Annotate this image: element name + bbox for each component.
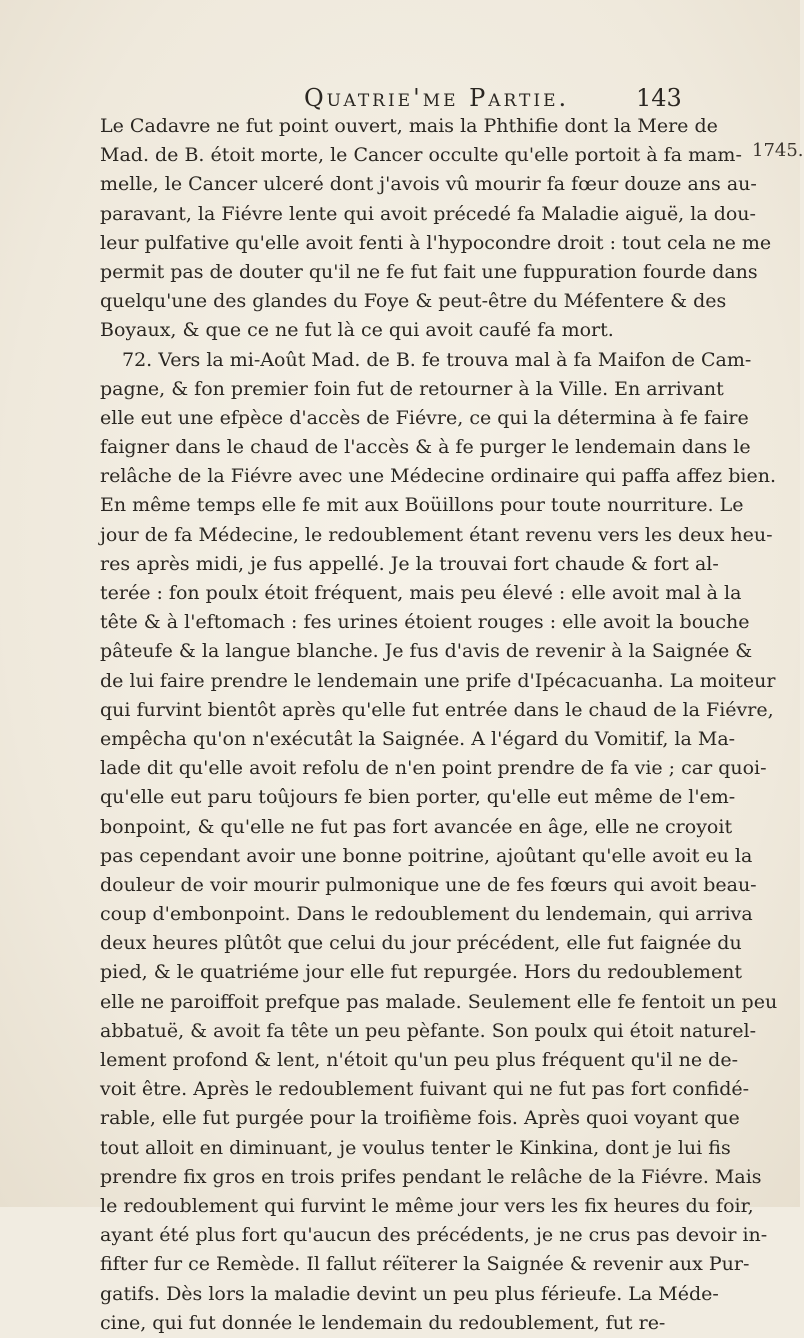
text-line: tout alloit en diminuant, je voulus tenter le Kinkina, dont je lui fis (100, 1136, 731, 1159)
text-line: pâteufe & la langue blanche. Je fus d'avis de revenir à la Saignée & (100, 640, 753, 663)
text-line: 72. Vers la mi-Août Mad. de B. fe trouva mal à fa Maifon de Cam- (122, 348, 752, 371)
text-line: rable, elle fut purgée pour la troifième fois. Après quoi voyant que (100, 1107, 740, 1130)
text-line: voit être. Après le redoublement fuivant qui ne fut pas fort confidé- (100, 1078, 750, 1101)
text-line: coup d'embonpoint. Dans le redoublement du lendemain, qui arriva (100, 903, 753, 926)
text-line: pagne, & fon premier foin fut de retourner à la Ville. En arrivant (100, 377, 724, 400)
text-line: res après midi, je fus appellé. Je la trouvai fort chaude & fort al- (100, 552, 719, 575)
text-line: jour de fa Médecine, le redoublement étant revenu vers les deux heu- (100, 523, 773, 546)
text-line: tête & à l'eftomach : fes urines étoient rouges : elle avoit la bouche (100, 611, 750, 634)
running-head: Quatrie'me Partie. (304, 84, 570, 112)
text-line: qui furvint bientôt après qu'elle fut entrée dans le chaud de la Fiévre, (100, 698, 774, 721)
text-line: le redoublement qui furvint le même jour vers les fix heures du foir, (100, 1194, 754, 1217)
text-line: faigner dans le chaud de l'accès & à fe purger le lendemain dans le (100, 436, 751, 459)
text-line: qu'elle eut paru toûjours fe bien porter, qu'elle eut même de l'em- (100, 786, 736, 809)
text-line: quelqu'une des glandes du Foye & peut-être du Méfentere & des (100, 290, 727, 313)
text-line: bonpoint, & qu'elle ne fut pas fort avancée en âge, elle ne croyoit (100, 815, 733, 838)
text-line: pas cependant avoir une bonne poitrine, ajoûtant qu'elle avoit eu la (100, 844, 753, 867)
text-line: Mad. de B. étoit morte, le Cancer occulte qu'elle portoit à fa mam- (100, 144, 742, 167)
text-line: terée : fon poulx étoit fréquent, mais peu élevé : elle avoit mal à la (100, 582, 742, 604)
text-line: Le Cadavre ne fut point ouvert, mais la Phthifie dont la Mere de (100, 115, 718, 137)
text-line: elle ne paroiffoit prefque pas malade. Seulement elle fe fentoit un peu (100, 990, 778, 1013)
text-line: En même temps elle fe mit aux Boüillons pour toute nourriture. Le (100, 494, 744, 517)
text-line: douleur de voir mourir pulmonique une de fes fœurs qui avoit beau- (100, 873, 757, 896)
text-line: abbatuë, & avoit fa tête un peu pèfante. Son poulx qui étoit naturel- (100, 1019, 756, 1042)
text-line: empêcha qu'on n'exécutât la Saignée. A l'égard du Vomitif, la Ma- (100, 727, 736, 750)
text-line: lement profond & lent, n'étoit qu'un peu plus fréquent qu'il ne de- (100, 1049, 739, 1071)
page-number: 143 (636, 84, 682, 112)
margin-year-note: 1745. (752, 140, 804, 161)
text-line: prendre fix gros en trois prifes pendant le relâche de la Fiévre. Mais (100, 1165, 762, 1188)
text-line: cine, qui fut donnée le lendemain du redoublement, fut re- (100, 1311, 666, 1334)
text-line: fifter fur ce Remède. Il fallut réïterer la Saignée & revenir aux Pur- (100, 1253, 750, 1276)
text-line: leur pulfative qu'elle avoit fenti à l'hypocondre droit : tout cela ne me (100, 231, 772, 254)
text-line: lade dit qu'elle avoit refolu de n'en point prendre de fa vie ; car quoi- (100, 757, 767, 780)
text-line: Boyaux, & que ce ne fut là ce qui avoit caufé fa mort. (100, 319, 614, 342)
text-line: pied, & le quatriéme jour elle fut repurgée. Hors du redoublement (100, 961, 743, 984)
text-line: deux heures plûtôt que celui du jour précédent, elle fut faignée du (100, 932, 742, 955)
text-line: ayant été plus fort qu'aucun des précédents, je ne crus pas devoir in- (100, 1224, 768, 1247)
text-line: paravant, la Fiévre lente qui avoit précedé fa Maladie aiguë, la dou- (100, 202, 756, 225)
text-line: gatifs. Dès lors la maladie devint un peu plus férieufe. La Méde- (100, 1282, 719, 1305)
text-line: elle eut une efpèce d'accès de Fiévre, ce qui la détermina à fe faire (100, 406, 749, 429)
text-line: melle, le Cancer ulceré dont j'avois vû mourir fa fœur douze ans au- (100, 173, 757, 196)
text-line: de lui faire prendre le lendemain une prife d'Ipécacuanha. La moiteur (100, 669, 776, 692)
text-line: permit pas de douter qu'il ne fe fut fait une fuppuration fourde dans (100, 260, 758, 283)
text-line: relâche de la Fiévre avec une Médecine ordinaire qui paffa affez bien. (100, 465, 776, 488)
